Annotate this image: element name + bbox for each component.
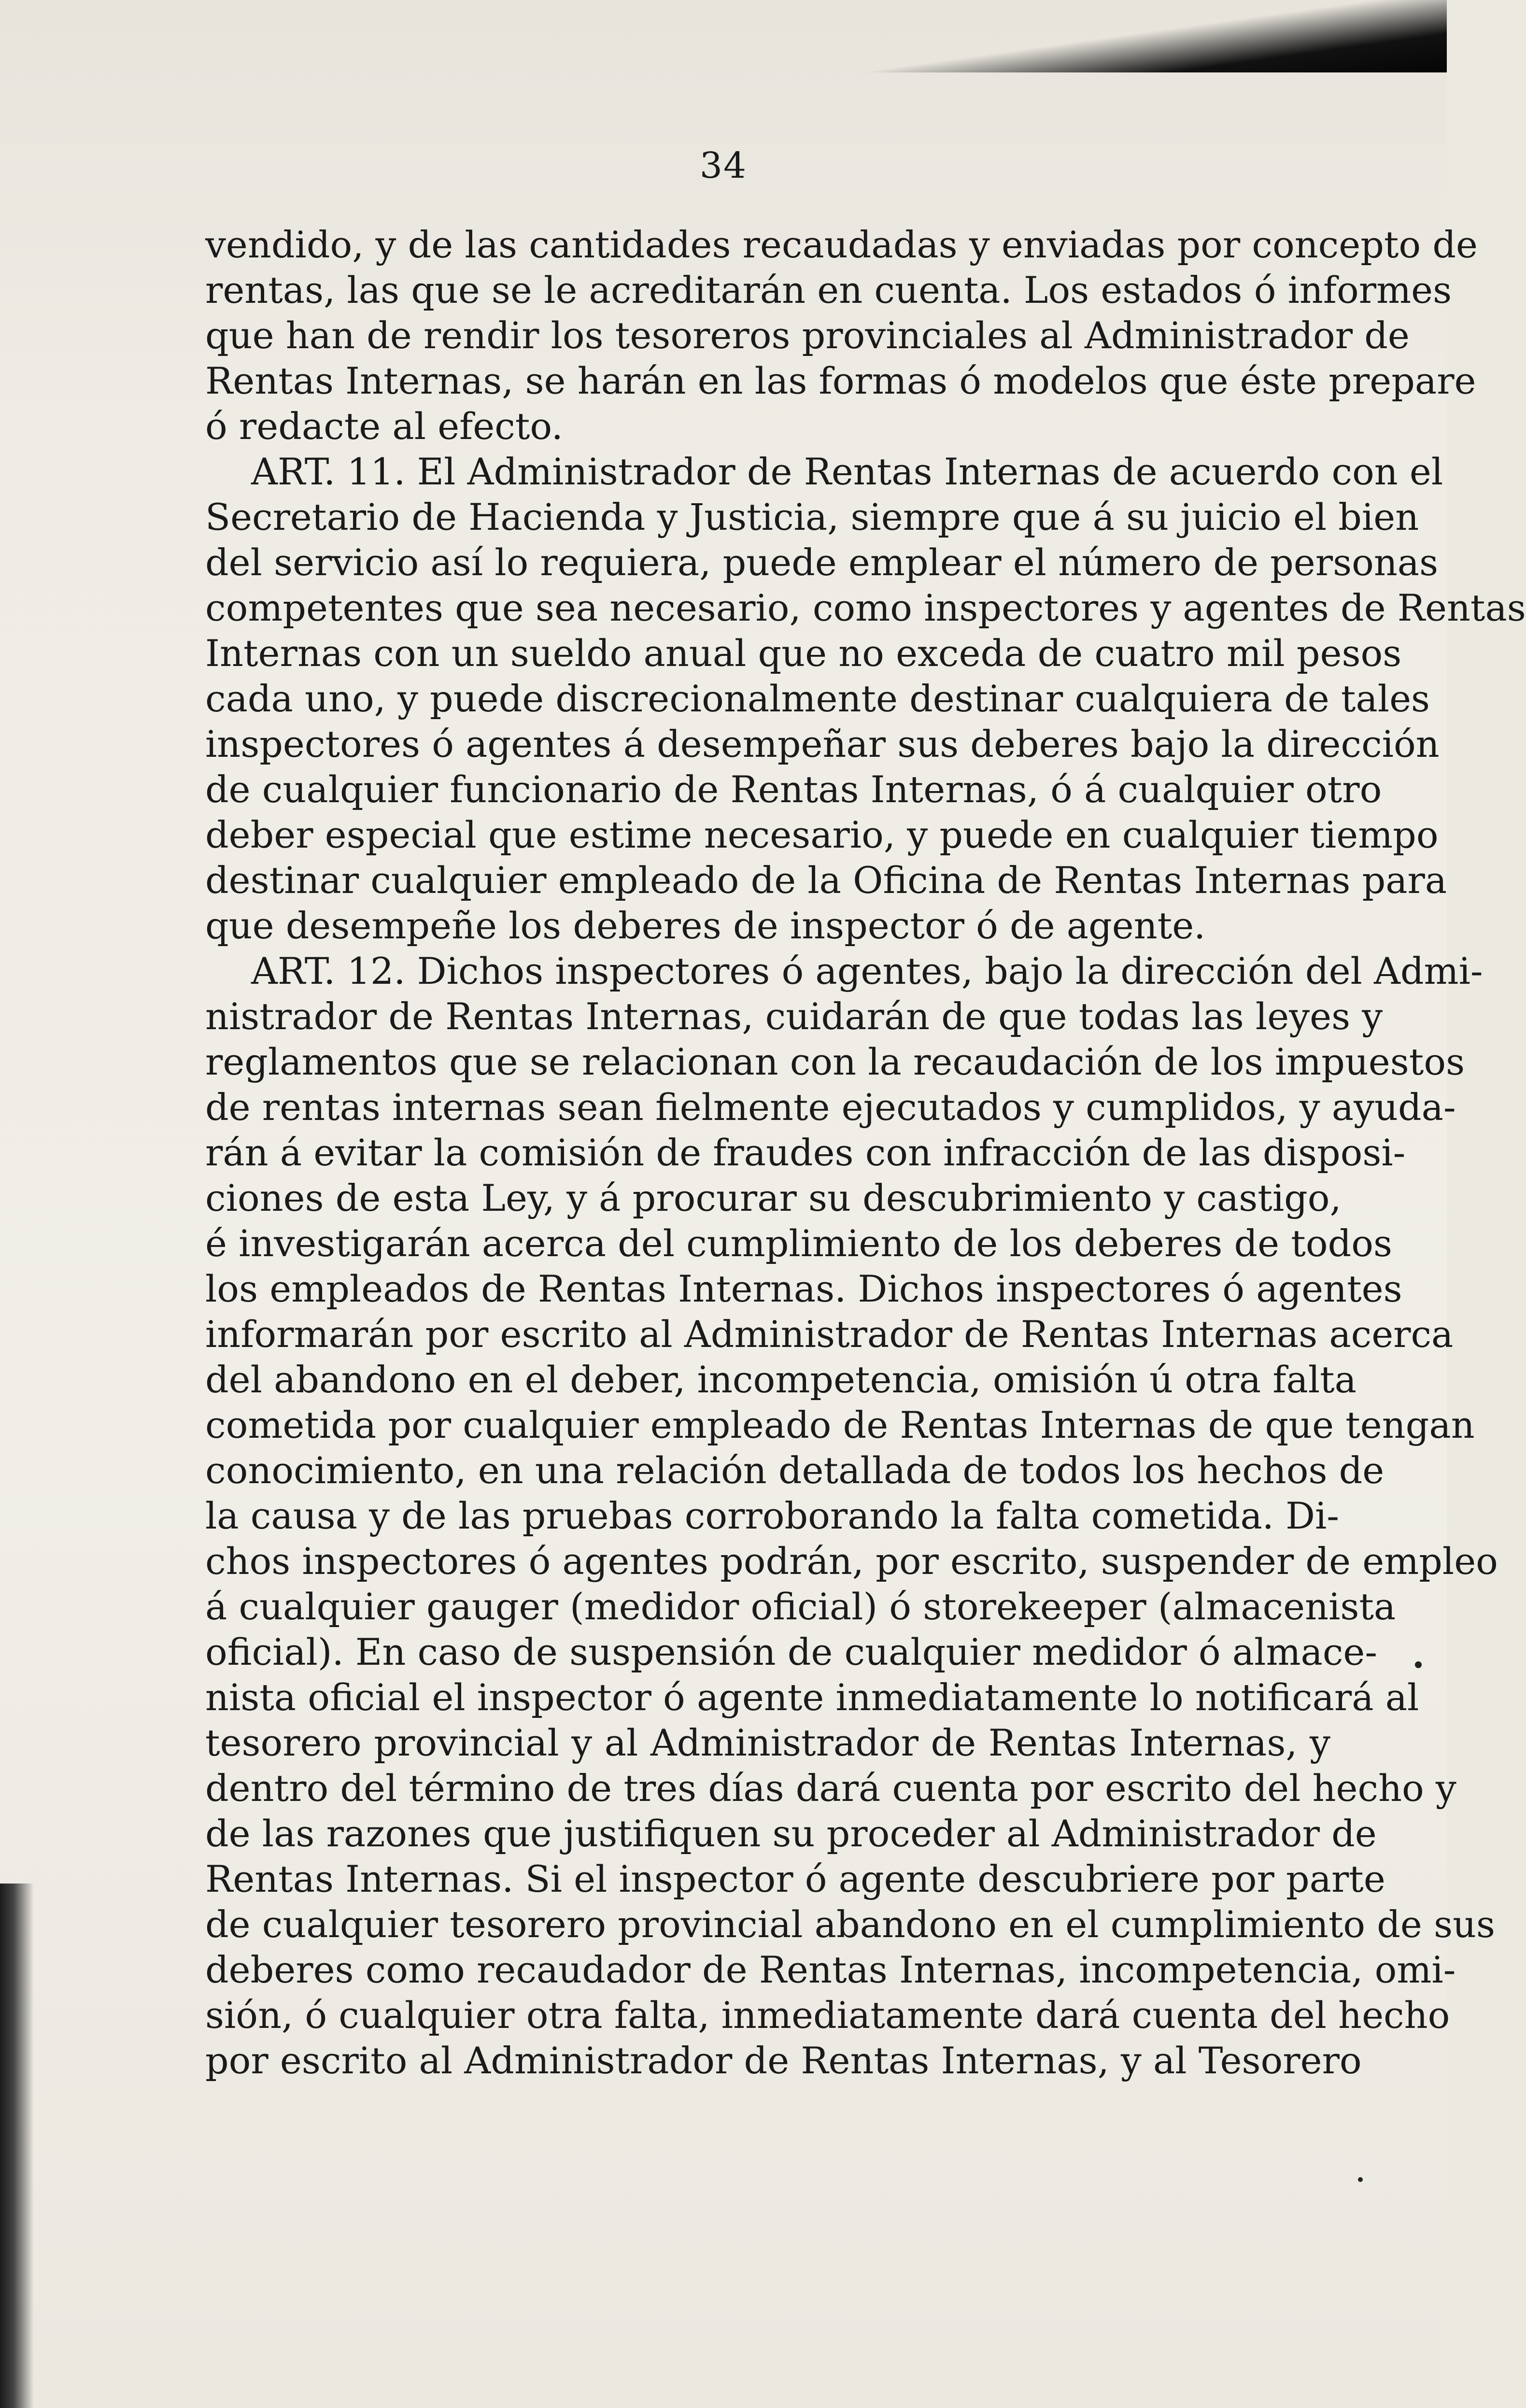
text-line: sión, ó cualquier otra falta, inmediatamente dará cuenta del hecho xyxy=(205,1994,1450,2037)
text-line: que desempeñe los deberes de inspector ó de agente. xyxy=(205,904,1206,947)
scan-border-left xyxy=(0,1884,34,2408)
text-line: de cualquier funcionario de Rentas Internas, ó á cualquier otro xyxy=(205,768,1382,811)
text-line: é investigarán acerca del cumplimiento de los deberes de todos xyxy=(205,1222,1392,1265)
text-line: informarán por escrito al Administrador de Rentas Internas acerca xyxy=(205,1313,1454,1356)
text-line: los empleados de Rentas Internas. Dichos inspectores ó agentes xyxy=(205,1267,1402,1310)
text-line: nistrador de Rentas Internas, cuidarán de que todas las leyes y xyxy=(205,995,1383,1038)
text-line: deber especial que estime necesario, y puede en cualquier tiempo xyxy=(205,813,1439,856)
text-line: Rentas Internas. Si el inspector ó agente descubriere por parte xyxy=(205,1857,1385,1900)
text-line: deberes como recaudador de Rentas Internas, incompetencia, omi- xyxy=(205,1948,1456,1991)
text-line: competentes que sea necesario, como inspectores y agentes de Rentas xyxy=(205,586,1526,629)
page-number: 34 xyxy=(699,145,748,186)
text-line: que han de rendir los tesoreros provinciales al Administrador de xyxy=(205,314,1410,357)
text-line: Internas con un sueldo anual que no exceda de cuatro mil pesos xyxy=(205,632,1402,675)
text-line: del servicio así lo requiera, puede emplear el número de personas xyxy=(205,541,1439,584)
text-line: la causa y de las pruebas corroborando la falta cometida. Di- xyxy=(205,1494,1339,1537)
text-line: Rentas Internas, se harán en las formas ó modelos que éste prepare xyxy=(205,359,1476,402)
text-line: nista oficial el inspector ó agente inmediatamente lo notificará al xyxy=(205,1676,1419,1719)
text-line: cometida por cualquier empleado de Rentas Internas de que tengan xyxy=(205,1403,1475,1446)
text-line: ciones de esta Ley, y á procurar su descubrimiento y castigo, xyxy=(205,1176,1342,1219)
text-line: de cualquier tesorero provincial abandono en el cumplimiento de sus xyxy=(205,1903,1496,1946)
text-line: tesorero provincial y al Administrador de Rentas Internas, y xyxy=(205,1721,1330,1764)
text-line: de las razones que justifiquen su proceder al Administrador de xyxy=(205,1812,1377,1855)
text-line: inspectores ó agentes á desempeñar sus deberes bajo la dirección xyxy=(205,722,1440,765)
text-line: vendido, y de las cantidades recaudadas y enviadas por concepto de xyxy=(205,223,1478,266)
text-line: cada uno, y puede discrecionalmente destinar cualquiera de tales xyxy=(205,677,1430,720)
text-line: Secretario de Hacienda y Justicia, siempre que á su juicio el bien xyxy=(205,496,1419,538)
text-line: del abandono en el deber, incompetencia, omisión ú otra falta xyxy=(205,1358,1356,1401)
text-line: á cualquier gauger (medidor oficial) ó storekeeper (almacenista xyxy=(205,1585,1396,1628)
text-line: chos inspectores ó agentes podrán, por escrito, suspender de empleo xyxy=(205,1540,1498,1583)
margin-speck xyxy=(1415,1661,1422,1668)
text-line: conocimiento, en una relación detallada de todos los hechos de xyxy=(205,1449,1385,1492)
text-line: ó redacte al efecto. xyxy=(205,405,563,448)
text-line: por escrito al Administrador de Rentas Internas, y al Tesorero xyxy=(205,2039,1362,2082)
text-line: rán á evitar la comisión de fraudes con infracción de las disposi- xyxy=(205,1131,1406,1174)
text-line: dentro del término de tres días dará cuenta por escrito del hecho y xyxy=(205,1767,1456,1810)
scan-border-top xyxy=(0,0,1447,72)
text-line: destinar cualquier empleado de la Oficina de Rentas Internas para xyxy=(205,859,1447,902)
article-11-heading-line: ART. 11. El Administrador de Rentas Internas de acuerdo con el xyxy=(251,450,1443,493)
text-line: rentas, las que se le acreditarán en cuenta. Los estados ó informes xyxy=(205,269,1452,312)
text-line: oficial). En caso de suspensión de cualquier medidor ó almace- xyxy=(205,1630,1378,1673)
text-line: reglamentos que se relacionan con la recaudación de los impuestos xyxy=(205,1040,1465,1083)
article-12-heading-line: ART. 12. Dichos inspectores ó agentes, bajo la dirección del Admi- xyxy=(251,949,1483,992)
body-text xyxy=(205,222,1526,2083)
margin-speck xyxy=(1358,2177,1363,2182)
text-line: de rentas internas sean fielmente ejecutados y cumplidos, y ayuda- xyxy=(205,1086,1456,1129)
